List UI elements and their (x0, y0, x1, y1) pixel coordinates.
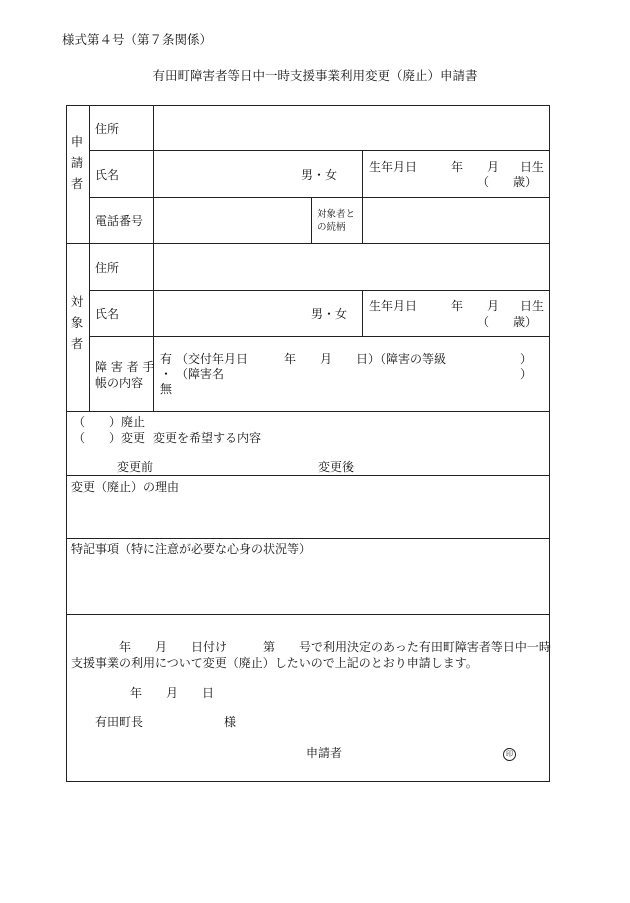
honorific: 様 (224, 715, 237, 729)
applicant-birth-year: 年 (451, 160, 464, 174)
applicant-phone-field[interactable] (153, 198, 310, 242)
subject-section-label: 対 象 者 (70, 294, 84, 351)
applicant-birth-label: 生年月日 (369, 160, 418, 174)
subject-address-label: 住所 (95, 261, 120, 275)
subject-birth-month: 月 (487, 299, 500, 313)
desired-content-label: 変更を希望する内容 (153, 431, 262, 445)
notes-label: 特記事項（特に注意が必要な心身の状況等） (71, 542, 312, 556)
birth-divider (362, 150, 363, 197)
handbook-disability-name: （障害名 (176, 367, 225, 381)
subject-age: （ 歳） (477, 315, 538, 329)
handbook-none-option[interactable]: 無 (160, 382, 173, 396)
addressee: 有田町長 (95, 715, 144, 729)
relation-divider-left (311, 197, 312, 243)
applicant-name-label: 氏名 (95, 168, 120, 182)
handbook-label-line1: 障 害 者 手 (95, 360, 155, 374)
section-divider (66, 538, 550, 539)
section-divider (66, 614, 550, 615)
subject-name-label: 氏名 (95, 307, 120, 321)
applicant-birth-day: 日生 (520, 160, 545, 174)
modify-option[interactable]: （ ）変更 (73, 431, 146, 445)
seal-mark (503, 745, 516, 761)
relation-label-line1: 対象者と (317, 209, 356, 220)
handbook-issue-date: （交付年月日 年 月 日）（障害の等級 (176, 352, 447, 366)
handbook-has-option[interactable]: 有 (160, 352, 173, 366)
applicant-address-label: 住所 (95, 122, 120, 136)
birth-divider (362, 290, 363, 336)
applicant-phone-label: 電話番号 (95, 214, 144, 228)
subject-birth-label: 生年月日 (369, 299, 418, 313)
notes-field[interactable] (67, 558, 549, 613)
reason-field[interactable] (67, 496, 549, 537)
reason-label: 変更（廃止）の理由 (71, 480, 180, 494)
abolish-option[interactable]: （ ）廃止 (73, 415, 146, 429)
subject-birth-year: 年 (451, 299, 464, 313)
row-divider (89, 336, 550, 337)
handbook-issue-close: ） (520, 352, 533, 366)
relation-field[interactable] (363, 198, 549, 242)
subject-birth-day: 日生 (520, 299, 545, 313)
section-divider (66, 475, 550, 476)
declaration-line1: 年 月 日付け 第 号で利用決定のあった有田町障害者等日中一時 (119, 640, 551, 654)
handbook-separator: ・ (160, 367, 173, 381)
section-divider (66, 411, 550, 412)
relation-label-line2: の続柄 (317, 222, 346, 233)
application-date: 年 月 日 (130, 686, 215, 700)
handbook-label-line2: 帳の内容 (95, 376, 144, 390)
applicant-gender[interactable]: 男・女 (301, 168, 338, 182)
applicant-age: （ 歳） (477, 175, 538, 189)
applicant-section-label: 申 請 者 (70, 134, 84, 191)
before-change-label: 変更前 (117, 460, 154, 474)
applicant-address-field[interactable] (153, 106, 549, 149)
declaration-line2: 支援事業の利用について変更（廃止）したいので上記のとおり申請します。 (71, 656, 478, 670)
subject-address-field[interactable] (153, 244, 549, 289)
applicant-signature-label: 申請者 (306, 746, 343, 760)
seal-icon: 印 (503, 748, 516, 761)
page-title: 有田町障害者等日中一時支援事業利用変更（廃止）申請書 (152, 68, 478, 83)
after-change-label: 変更後 (318, 460, 355, 474)
subject-gender[interactable]: 男・女 (311, 307, 348, 321)
handbook-disability-close: ） (520, 367, 533, 381)
form-number: 様式第４号（第７条関係） (62, 32, 213, 47)
applicant-birth-month: 月 (487, 160, 500, 174)
